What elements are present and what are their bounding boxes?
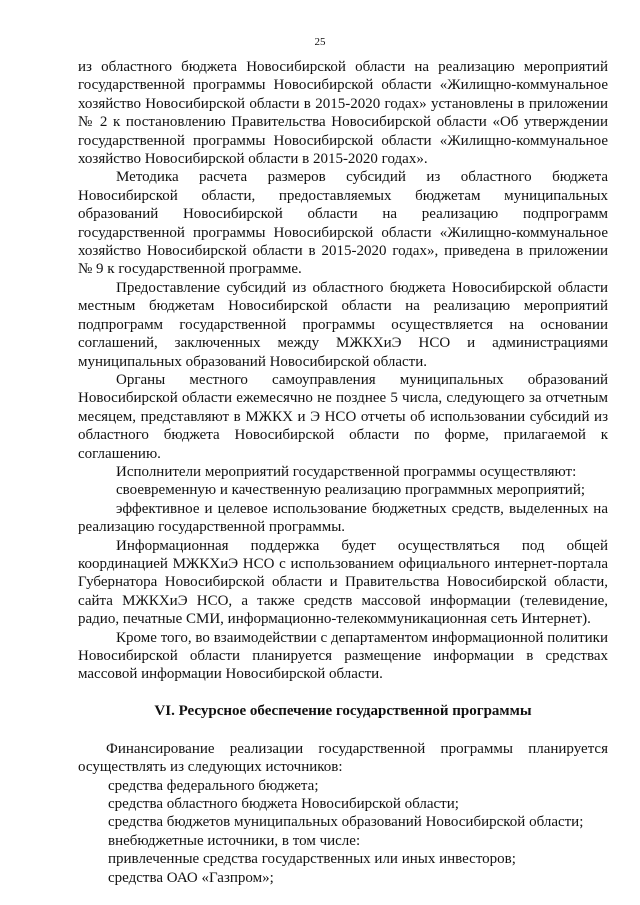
paragraph-information-support: Информационная поддержка будет осуществляться под общей координацией МЖКХиЭ НСО с использованием официального интернет-портала Губернатора Новосибирской области и Правительства Новосибирской области, сайта МЖКХиЭ НСО, а также средств массовой информации (телевидение, радио, печатные СМИ, информационно-телекоммуникационная сеть Интернет). [78,537,608,628]
paragraph-media-placement: Кроме того, во взаимодействии с департаментом информационной политики Новосибирской области планируется размещение информации в средствах массовой информации Новосибирской области. [78,629,608,683]
funding-item-federal: средства федерального бюджета; [108,777,319,794]
paragraph-calculation-method: Методика расчета размеров субсидий из областного бюджета Новосибирской области, предоставляемых бюджетам муниципальных образований Новосибирской области на реализацию подпрограмм государственной программы Новосибирской области «Жилищно-коммунальное хозяйство Новосибирской области в 2015-2020 годах», приведена в приложении № 9 к государственной программе. [78,169,608,278]
paragraph-funding-intro: Финансирование реализации государственной программы планируется осуществлять из следующих источников: [78,740,608,776]
paragraph-timely-implementation: своевременную и качественную реализацию программных мероприятий; [116,482,586,499]
funding-item-gazprom: средства ОАО «Газпром»; [108,869,274,886]
section-title: VI. Ресурсное обеспечение государственной программы [154,702,532,719]
paragraph-subsidy-provision: Предоставление субсидий из областного бюджета Новосибирской области местным бюджетам Новосибирской области на реализацию мероприятий подпрограмм государственной программы осуществляется на основании соглашений, заключенных между МЖКХиЭ НСО и администрациями муниципальных образований Новосибирской области. [78,279,608,370]
funding-item-municipal: средства бюджетов муниципальных образований Новосибирской области; [108,814,584,831]
funding-item-extrabudgetary: внебюджетные источники, в том числе: [108,832,361,849]
page-body [78,58,608,887]
funding-item-regional: средства областного бюджета Новосибирской области; [108,796,459,813]
paragraph-reporting: Органы местного самоуправления муниципальных образований Новосибирской области ежемесячно не позднее 5 числа, следующего за отчетным месяцем, представляют в МЖКХ и Э НСО отчеты об использовании субсидий из областного бюджета Новосибирской области по форме, прилагаемой к соглашению. [78,371,608,462]
page-number: 25 [314,36,326,48]
paragraph-subsidy-volumes: из областного бюджета Новосибирской области на реализацию мероприятий государственной программы Новосибирской области «Жилищно-коммунальное хозяйство Новосибирской области в 2015-2020 годах» установлены в приложении № 2 к постановлению Правительства Новосибирской области «Об утверждении государственной программы Новосибирской области «Жилищно-коммунальное хозяйство Новосибирской области в 2015-2020 годах». [78,59,608,168]
funding-item-investors: привлеченные средства государственных или иных инвесторов; [108,851,516,868]
paragraph-efficient-use: эффективное и целевое использование бюджетных средств, выделенных на реализацию государственной программы. [78,500,608,536]
paragraph-executors: Исполнители мероприятий государственной программы осуществляют: [116,463,577,480]
